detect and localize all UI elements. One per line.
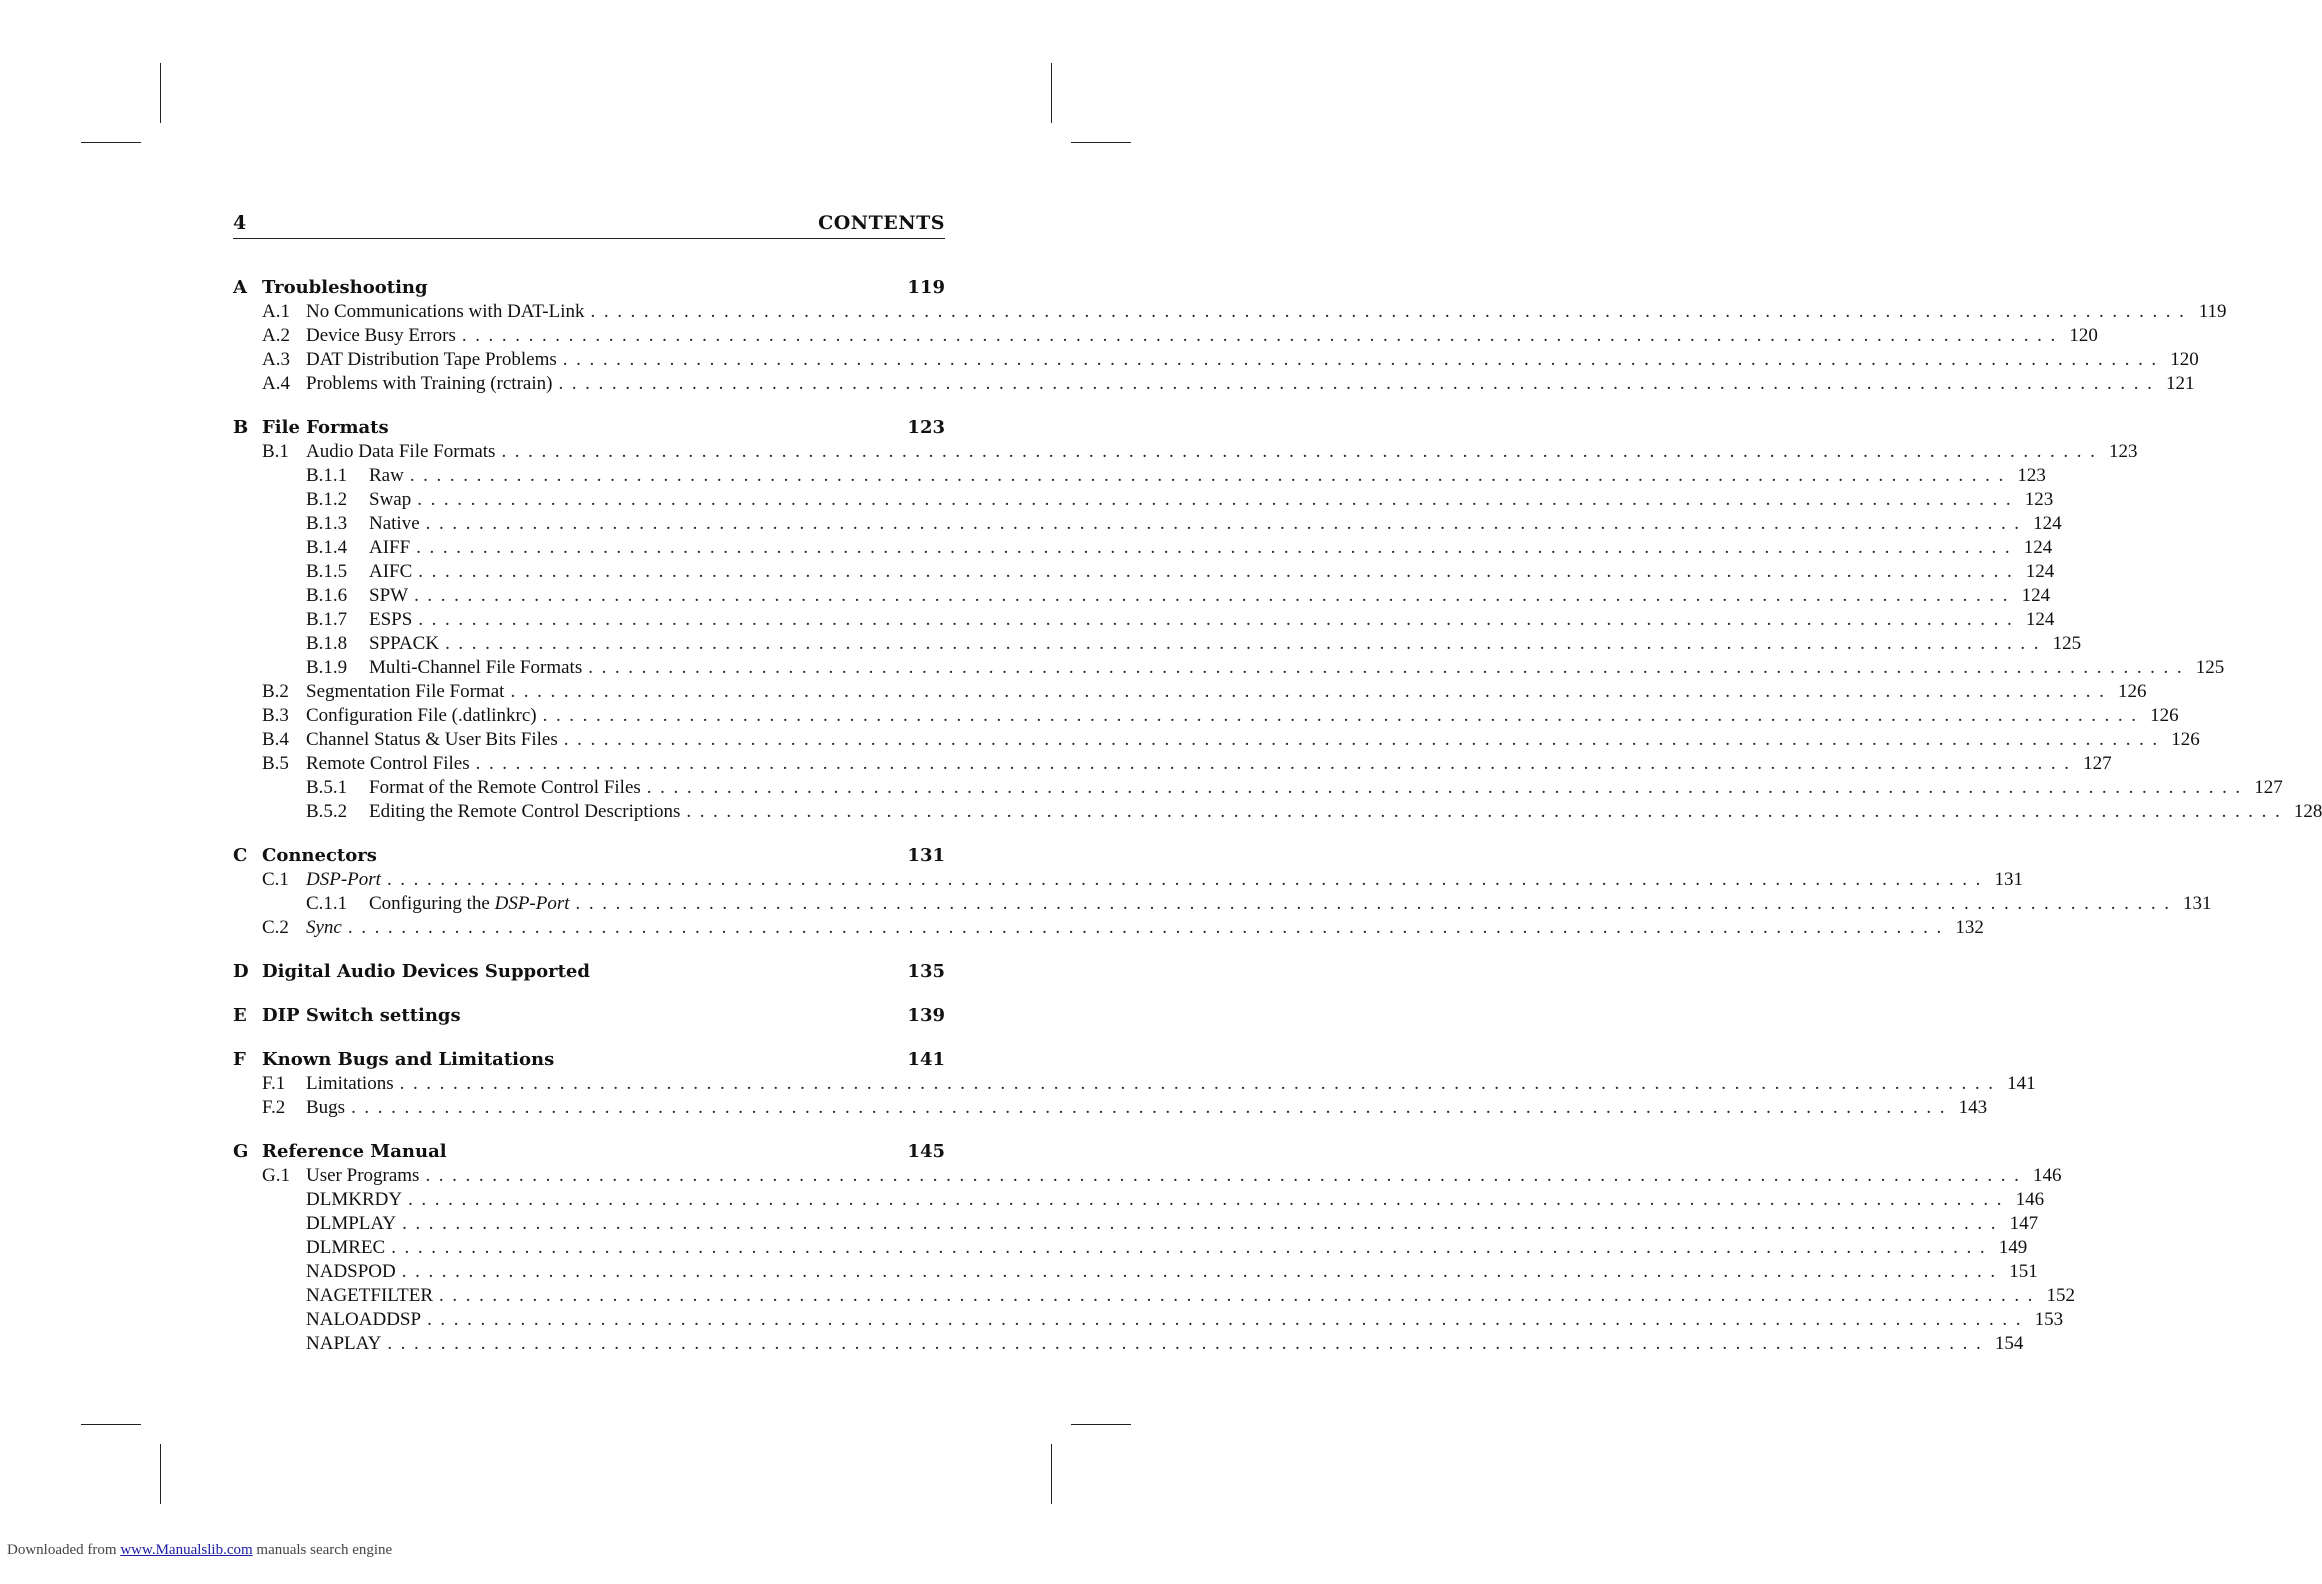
toc-leader-dots: ........................................................................................................................ bbox=[409, 465, 2012, 486]
toc-leader-dots: ........................................................................................................................ bbox=[562, 349, 2165, 370]
toc-entry-body bbox=[306, 372, 2195, 396]
toc-entry-body bbox=[369, 584, 2051, 608]
toc-page-number: 126 bbox=[2117, 681, 2147, 702]
toc-title: Raw bbox=[369, 464, 410, 488]
toc-subsection[interactable] bbox=[233, 892, 2212, 916]
toc-number: G bbox=[233, 1141, 249, 1162]
toc-page-number: 128 bbox=[2293, 801, 2322, 822]
toc-page-number: 146 bbox=[2015, 1189, 2045, 1210]
toc-title: Limitations bbox=[306, 1072, 400, 1096]
toc-page-number: 131 bbox=[1994, 869, 2023, 890]
toc-title: Audio Data File Formats bbox=[306, 440, 501, 464]
toc-page-number: 127 bbox=[2083, 753, 2112, 774]
toc-title: Reference Manual bbox=[262, 1140, 453, 1164]
toc-entry-body bbox=[369, 632, 2082, 656]
toc-title: AIFC bbox=[369, 560, 418, 584]
toc-entry[interactable] bbox=[233, 1284, 2076, 1308]
toc-number: C bbox=[233, 845, 248, 866]
toc-page-number: 124 bbox=[2025, 609, 2055, 630]
toc-entry-body bbox=[306, 728, 2200, 752]
toc-title: DLMREC bbox=[306, 1236, 391, 1260]
toc-section[interactable] bbox=[233, 868, 2023, 892]
toc-section[interactable] bbox=[233, 300, 2227, 324]
toc-leader-dots: ........................................................................................................................ bbox=[439, 1285, 2042, 1306]
page-title: CONTENTS bbox=[818, 212, 945, 234]
toc-title: SPPACK bbox=[369, 632, 445, 656]
toc-entry-body bbox=[369, 560, 2055, 584]
toc-entry-body bbox=[369, 608, 2055, 632]
toc-leader-dots: ........................................................................................................................ bbox=[386, 869, 1989, 890]
toc-number: B bbox=[233, 417, 249, 438]
toc-entry[interactable] bbox=[233, 1332, 2024, 1356]
toc-page-number: 120 bbox=[2170, 349, 2199, 370]
toc-title: Multi-Channel File Formats bbox=[369, 656, 588, 680]
toc-leader-dots: ........................................................................................................................ bbox=[461, 325, 2064, 346]
toc-entry[interactable] bbox=[233, 1308, 2064, 1332]
toc-page-number: 119 bbox=[907, 277, 945, 298]
toc-entry-body bbox=[306, 1164, 2062, 1188]
toc-number: C.1.1 bbox=[306, 893, 348, 914]
toc-leader-dots: ........................................................................................................................ bbox=[445, 633, 2048, 654]
toc-title: SPW bbox=[369, 584, 414, 608]
toc-entry-body bbox=[306, 300, 2227, 324]
toc-entry-body bbox=[306, 1332, 2024, 1356]
toc-leader-dots: ........................................................................................................................ bbox=[387, 1333, 1990, 1354]
toc-number: F.1 bbox=[262, 1073, 286, 1094]
toc-page-number: 152 bbox=[2046, 1285, 2076, 1306]
toc-page-number: 141 bbox=[2007, 1073, 2036, 1094]
toc-subsection[interactable] bbox=[233, 560, 2055, 584]
toc-number: B.1.2 bbox=[306, 489, 348, 510]
toc-entry-body bbox=[369, 892, 2212, 916]
toc-page-number: 131 bbox=[907, 845, 945, 866]
toc-entry-body bbox=[306, 1072, 2036, 1096]
toc-entry-body bbox=[306, 752, 2112, 776]
crop-mark bbox=[1071, 1424, 1131, 1425]
toc-entry-body bbox=[306, 916, 1984, 940]
toc-chapter[interactable] bbox=[233, 1004, 945, 1028]
toc-entry-body bbox=[262, 960, 945, 984]
toc-title: Segmentation File Format bbox=[306, 680, 510, 704]
toc-leader-dots: ........................................................................................................................ bbox=[558, 373, 2161, 394]
toc-section[interactable] bbox=[233, 916, 1984, 940]
toc-entry[interactable] bbox=[233, 1188, 2045, 1212]
toc-number: C.1 bbox=[262, 869, 289, 890]
toc-entry-body bbox=[369, 464, 2046, 488]
toc-title: Configuration File (.datlinkrc) bbox=[306, 704, 543, 728]
toc-title: File Formats bbox=[262, 416, 395, 440]
crop-mark bbox=[160, 63, 161, 123]
toc-section[interactable] bbox=[233, 728, 2200, 752]
toc-number: B.1.3 bbox=[306, 513, 348, 534]
toc-title: Digital Audio Devices Supported bbox=[262, 960, 596, 984]
toc-number: B.1.4 bbox=[306, 537, 348, 558]
toc-subsection[interactable] bbox=[233, 584, 2051, 608]
crop-mark bbox=[81, 1424, 141, 1425]
toc-entry-body bbox=[369, 656, 2225, 680]
toc-title: ESPS bbox=[369, 608, 418, 632]
toc-number: A.2 bbox=[262, 325, 290, 346]
toc-leader-dots: ........................................................................................................................ bbox=[418, 561, 2021, 582]
toc-page-number: 125 bbox=[2195, 657, 2225, 678]
toc-leader-dots: ........................................................................................................................ bbox=[408, 1189, 2011, 1210]
toc-chapter[interactable] bbox=[233, 1048, 945, 1072]
crop-mark bbox=[1051, 63, 1052, 123]
toc-title: Connectors bbox=[262, 844, 383, 868]
toc-entry-body bbox=[262, 1004, 945, 1028]
toc-page-number: 124 bbox=[2025, 561, 2055, 582]
toc-page-number: 153 bbox=[2034, 1309, 2064, 1330]
toc-number: E bbox=[233, 1005, 247, 1026]
toc-title: Troubleshooting bbox=[262, 276, 434, 300]
toc-entry-body bbox=[262, 276, 945, 300]
toc-number: B.2 bbox=[262, 681, 289, 702]
toc-entry-body bbox=[369, 800, 2322, 824]
toc-entry-body bbox=[369, 776, 2283, 800]
toc-entry-body bbox=[369, 488, 2054, 512]
toc-number: A.1 bbox=[262, 301, 290, 322]
toc-title-emphasis: DSP-Port bbox=[494, 893, 570, 914]
toc-leader-dots: ........................................................................................................................ bbox=[542, 705, 2145, 726]
toc-leader-dots: ........................................................................................................................ bbox=[402, 1213, 2005, 1234]
toc-page-number: 149 bbox=[1998, 1237, 2028, 1258]
toc-number: B.1 bbox=[262, 441, 289, 462]
toc-leader-dots: ........................................................................................................................ bbox=[588, 657, 2191, 678]
toc-page-number: 139 bbox=[907, 1005, 945, 1026]
toc-chapter[interactable] bbox=[233, 416, 945, 440]
page-header bbox=[233, 212, 945, 239]
toc-leader-dots: ........................................................................................................................ bbox=[416, 537, 2019, 558]
crop-mark bbox=[1051, 1444, 1052, 1504]
toc-page-number: 132 bbox=[1955, 917, 1984, 938]
toc-page-number: 124 bbox=[2021, 585, 2051, 606]
toc-leader-dots: ........................................................................................................................ bbox=[427, 1309, 2030, 1330]
toc-entry[interactable] bbox=[233, 1236, 2028, 1260]
toc-entry-body bbox=[306, 1284, 2076, 1308]
toc-leader-dots: ........................................................................................................................ bbox=[391, 1237, 1994, 1258]
toc-section[interactable] bbox=[233, 752, 2112, 776]
toc-leader-dots: ........................................................................................................................ bbox=[399, 1073, 2002, 1094]
toc-subsection[interactable] bbox=[233, 536, 2053, 560]
toc-title: AIFF bbox=[369, 536, 416, 560]
toc-section[interactable] bbox=[233, 704, 2179, 728]
toc-leader-dots: ........................................................................................................................ bbox=[510, 681, 2113, 702]
toc-title: Device Busy Errors bbox=[306, 324, 462, 348]
toc-title: Known Bugs and Limitations bbox=[262, 1048, 560, 1072]
toc-title: No Communications with DAT-Link bbox=[306, 300, 591, 324]
toc-number: B.5 bbox=[262, 753, 289, 774]
toc-page-number: 146 bbox=[2032, 1165, 2062, 1186]
toc-entry-body bbox=[369, 536, 2053, 560]
footer-suffix: manuals search engine bbox=[256, 1542, 393, 1558]
toc-number: B.1.5 bbox=[306, 561, 348, 582]
toc-page-number: 126 bbox=[2171, 729, 2200, 750]
toc-entry-body bbox=[306, 324, 2098, 348]
toc-page-number: 151 bbox=[2009, 1261, 2038, 1282]
toc-subsection[interactable] bbox=[233, 608, 2055, 632]
toc-entry-body bbox=[306, 680, 2147, 704]
toc-section[interactable] bbox=[233, 324, 2098, 348]
toc-leader-dots: ........................................................................................................................ bbox=[425, 513, 2028, 534]
toc-title: DIP Switch settings bbox=[262, 1004, 467, 1028]
toc-entry-body bbox=[306, 704, 2179, 728]
toc-entry-body bbox=[262, 844, 945, 868]
toc-subsection[interactable] bbox=[233, 488, 2054, 512]
toc-number: B.5.1 bbox=[306, 777, 348, 798]
toc-title: DLMPLAY bbox=[306, 1212, 402, 1236]
toc-entry-body bbox=[306, 868, 2023, 892]
crop-mark bbox=[81, 142, 141, 143]
toc-number: B.1.8 bbox=[306, 633, 348, 654]
page-number: 4 bbox=[233, 212, 247, 234]
toc-page-number: 154 bbox=[1994, 1333, 2024, 1354]
toc-title: NAGETFILTER bbox=[306, 1284, 439, 1308]
toc-subsection[interactable] bbox=[233, 800, 2322, 824]
toc-leader-dots: ........................................................................................................................ bbox=[563, 729, 2166, 750]
toc-page-number: 145 bbox=[907, 1141, 945, 1162]
toc-number: A.3 bbox=[262, 349, 290, 370]
toc-entry-body bbox=[262, 416, 945, 440]
toc-entry[interactable] bbox=[233, 1212, 2039, 1236]
crop-mark bbox=[160, 1444, 161, 1504]
toc-chapter[interactable] bbox=[233, 960, 945, 984]
toc-leader-dots: ........................................................................................................................ bbox=[351, 1097, 1954, 1118]
toc-page-number: 124 bbox=[2033, 513, 2062, 534]
toc-leader-dots: ........................................................................................................................ bbox=[401, 1261, 2004, 1282]
toc-page-number: 123 bbox=[2024, 489, 2054, 510]
toc-page-number: 123 bbox=[2017, 465, 2046, 486]
toc-title: Problems with Training (rctrain) bbox=[306, 372, 558, 396]
toc-title: Channel Status & User Bits Files bbox=[306, 728, 564, 752]
toc-section[interactable] bbox=[233, 680, 2147, 704]
toc-leader-dots: ........................................................................................................................ bbox=[646, 777, 2249, 798]
toc-number: C.2 bbox=[262, 917, 289, 938]
toc-entry[interactable] bbox=[233, 1260, 2038, 1284]
toc-section[interactable] bbox=[233, 440, 2138, 464]
toc-title: NADSPOD bbox=[306, 1260, 402, 1284]
toc-chapter[interactable] bbox=[233, 844, 945, 868]
toc-title: NALOADDSP bbox=[306, 1308, 427, 1332]
toc-number: F.2 bbox=[262, 1097, 286, 1118]
toc-title: Configuring the DSP-Port bbox=[369, 892, 576, 916]
toc-number: B.1.1 bbox=[306, 465, 348, 486]
toc-leader-dots: ........................................................................................................................ bbox=[418, 609, 2021, 630]
footer-prefix: Downloaded from bbox=[7, 1542, 117, 1558]
toc-title: DAT Distribution Tape Problems bbox=[306, 348, 563, 372]
toc-leader-dots: ........................................................................................................................ bbox=[575, 893, 2178, 914]
toc-leader-dots: ........................................................................................................................ bbox=[417, 489, 2020, 510]
toc-title: Editing the Remote Control Descriptions bbox=[369, 800, 686, 824]
toc-entry-body bbox=[306, 440, 2138, 464]
toc-number: B.1.6 bbox=[306, 585, 348, 606]
toc-title: Bugs bbox=[306, 1096, 351, 1120]
toc-title: Format of the Remote Control Files bbox=[369, 776, 647, 800]
toc-entry-body bbox=[262, 1048, 945, 1072]
toc-subsection[interactable] bbox=[233, 464, 2046, 488]
toc-page-number: 123 bbox=[2108, 441, 2138, 462]
toc-page-number: 125 bbox=[2052, 633, 2082, 654]
toc-section[interactable] bbox=[233, 1096, 1988, 1120]
footer bbox=[7, 1542, 392, 1559]
toc-entry-body bbox=[306, 1260, 2038, 1284]
toc-number: D bbox=[233, 961, 249, 982]
crop-mark bbox=[1071, 142, 1131, 143]
toc-title: User Programs bbox=[306, 1164, 425, 1188]
toc-leader-dots: ........................................................................................................................ bbox=[501, 441, 2104, 462]
toc-page-number: 131 bbox=[2183, 893, 2212, 914]
toc-number: B.4 bbox=[262, 729, 289, 750]
toc-leader-dots: ........................................................................................................................ bbox=[414, 585, 2017, 606]
toc-entry-body bbox=[306, 1236, 2028, 1260]
toc-leader-dots: ........................................................................................................................ bbox=[590, 301, 2193, 322]
toc-chapter[interactable] bbox=[233, 1140, 945, 1164]
toc-number: B.3 bbox=[262, 705, 289, 726]
toc-title: Sync bbox=[306, 916, 348, 940]
toc-number: B.1.7 bbox=[306, 609, 348, 630]
toc-page-number: 147 bbox=[2009, 1213, 2039, 1234]
toc-title: NAPLAY bbox=[306, 1332, 387, 1356]
toc-leader-dots: ........................................................................................................................ bbox=[475, 753, 2078, 774]
toc-leader-dots: ........................................................................................................................ bbox=[425, 1165, 2028, 1186]
toc-title: DLMKRDY bbox=[306, 1188, 408, 1212]
toc-subsection[interactable] bbox=[233, 632, 2082, 656]
toc-number: B.5.2 bbox=[306, 801, 348, 822]
toc-page-number: 135 bbox=[907, 961, 945, 982]
toc-subsection[interactable] bbox=[233, 776, 2283, 800]
toc-section[interactable] bbox=[233, 1072, 2036, 1096]
toc-page-number: 121 bbox=[2165, 373, 2195, 394]
toc-subsection[interactable] bbox=[233, 656, 2225, 680]
table-of-contents bbox=[233, 276, 2322, 1356]
toc-subsection[interactable] bbox=[233, 512, 2062, 536]
footer-link[interactable]: www.Manualslib.com bbox=[120, 1542, 253, 1558]
toc-section[interactable] bbox=[233, 348, 2199, 372]
toc-title: DSP-Port bbox=[306, 868, 387, 892]
toc-title: Native bbox=[369, 512, 426, 536]
toc-entry-body bbox=[306, 1188, 2045, 1212]
toc-number: G.1 bbox=[262, 1165, 290, 1186]
toc-page-number: 127 bbox=[2254, 777, 2283, 798]
toc-number: F bbox=[233, 1049, 246, 1070]
toc-entry-body bbox=[369, 512, 2062, 536]
toc-entry-body bbox=[306, 1096, 1988, 1120]
toc-entry-body bbox=[306, 1308, 2064, 1332]
toc-title: Remote Control Files bbox=[306, 752, 476, 776]
toc-leader-dots: ........................................................................................................................ bbox=[347, 917, 1950, 938]
toc-page-number: 143 bbox=[1958, 1097, 1988, 1118]
toc-section[interactable] bbox=[233, 1164, 2062, 1188]
toc-title: Swap bbox=[369, 488, 417, 512]
toc-number: A.4 bbox=[262, 373, 290, 394]
toc-entry-body bbox=[306, 348, 2199, 372]
toc-page-number: 126 bbox=[2150, 705, 2179, 726]
toc-page-number: 120 bbox=[2069, 325, 2098, 346]
toc-page-number: 123 bbox=[907, 417, 945, 438]
toc-leader-dots: ........................................................................................................................ bbox=[686, 801, 2289, 822]
toc-page-number: 141 bbox=[907, 1049, 945, 1070]
toc-chapter[interactable] bbox=[233, 276, 945, 300]
toc-section[interactable] bbox=[233, 372, 2195, 396]
toc-entry-body bbox=[262, 1140, 945, 1164]
toc-page-number: 119 bbox=[2198, 301, 2227, 322]
toc-number: A bbox=[233, 277, 247, 298]
toc-number: B.1.9 bbox=[306, 657, 348, 678]
toc-page-number: 124 bbox=[2023, 537, 2053, 558]
toc-entry-body bbox=[306, 1212, 2039, 1236]
